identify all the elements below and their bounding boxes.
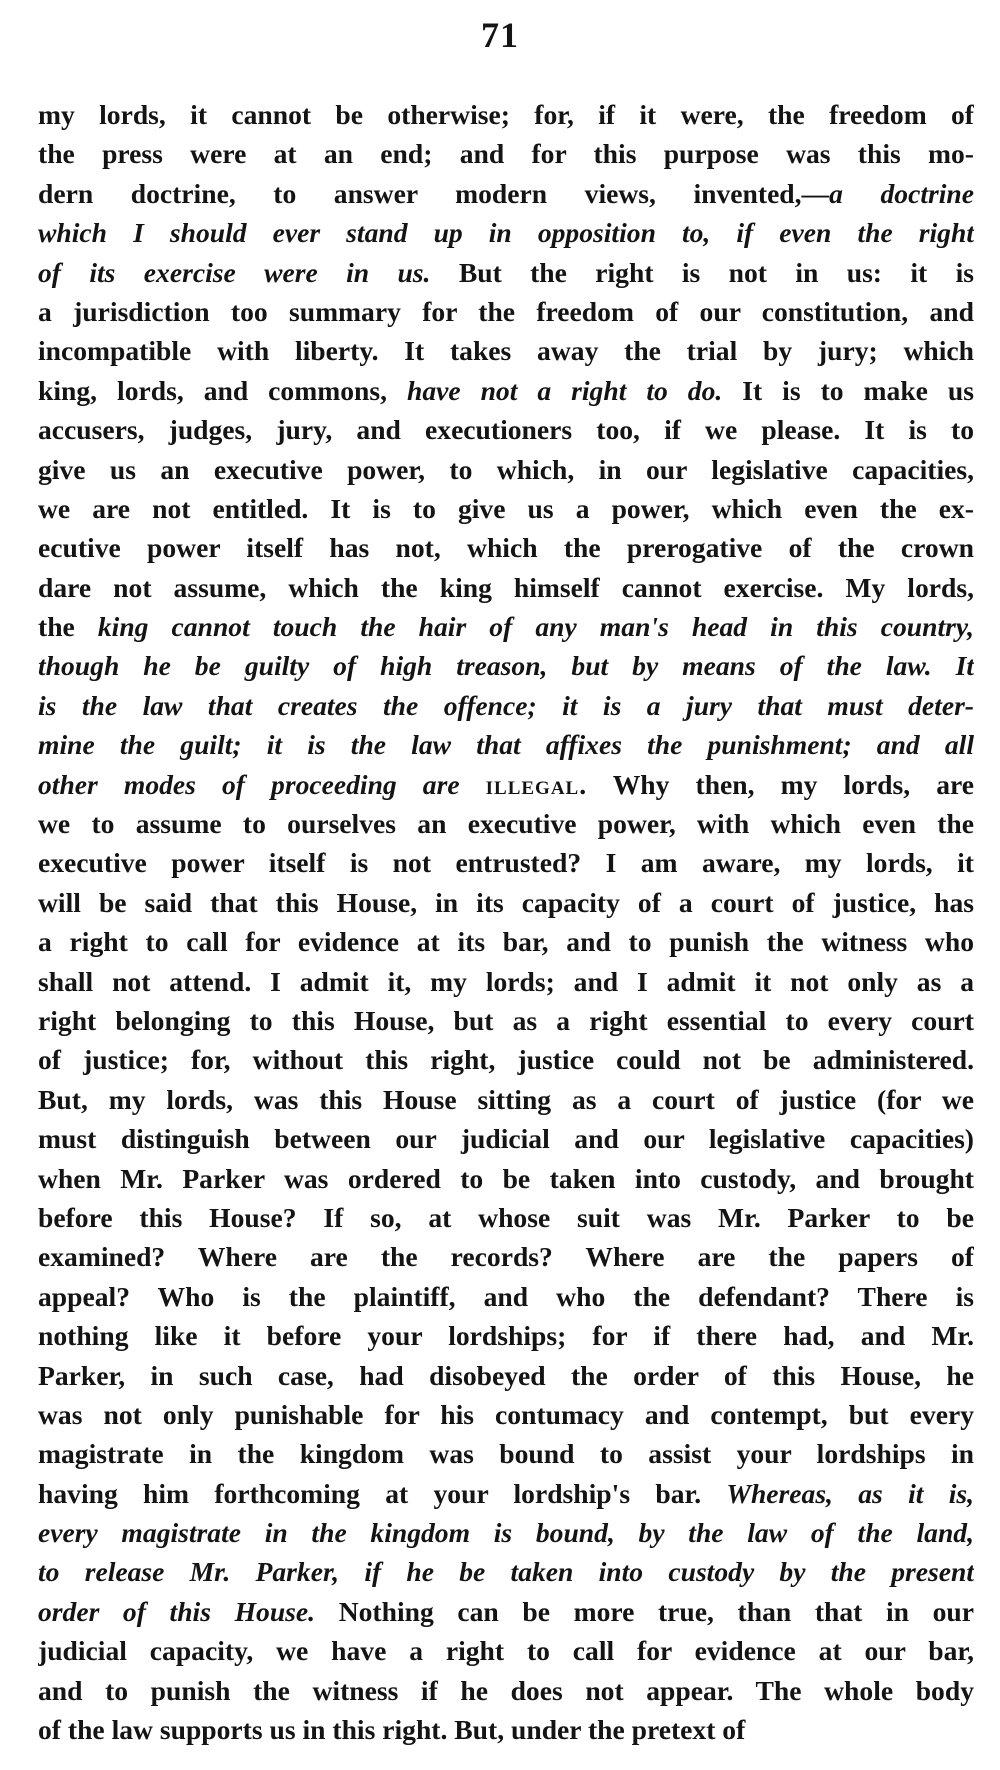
text-line: [38, 1237, 974, 1276]
text-line: [38, 1552, 974, 1591]
text-segment: when Mr. Parker was ordered to be taken into custody, and brought: [38, 1162, 974, 1194]
text-segment: ecutive power itself has not, which the prerogative of the crown: [38, 532, 974, 564]
text-segment: right belonging to this House, but as a right essential to every court: [38, 1004, 974, 1036]
text-line: [38, 1513, 974, 1552]
text-segment: to release Mr. Parker, if he be taken into custody by the present: [38, 1556, 974, 1588]
text-line: [38, 174, 974, 213]
text-segment: But, my lords, was this House sitting as a court of justice (for we: [38, 1083, 974, 1115]
text-line: [38, 1631, 974, 1670]
text-line: [38, 804, 974, 843]
text-line: [38, 1474, 974, 1513]
text-segment: But the right is not in us: it is: [430, 256, 974, 288]
text-segment: is the law that creates the offence; it is a jury that must deter-: [38, 689, 974, 721]
text-segment: magistrate in the kingdom was bound to assist your lordships in: [38, 1438, 974, 1470]
text-line: [38, 1277, 974, 1316]
text-line: [38, 528, 974, 567]
text-line: [38, 686, 974, 725]
text-segment: a right to call for evidence at its bar, and to punish the witness who: [38, 926, 974, 958]
text-line: [38, 253, 974, 292]
text-segment: my lords, it cannot be otherwise; for, if it were, the freedom of: [38, 99, 974, 130]
text-segment: nothing like it before your lordships; for if there had, and Mr.: [38, 1320, 974, 1352]
text-line: [38, 95, 974, 134]
text-segment: order of this House.: [38, 1595, 316, 1627]
text-segment: of justice; for, without this right, justice could not be administered.: [38, 1044, 974, 1076]
text-segment: was not only punishable for his contumacy and contempt, but every: [38, 1398, 974, 1430]
text-segment: Nothing can be more true, than that in our: [315, 1595, 974, 1627]
text-line: [38, 292, 974, 331]
text-segment: give us an executive power, to which, in our legislative capacities,: [38, 453, 974, 485]
text-segment: a doctrine: [829, 177, 974, 209]
text-segment: dern doctrine, to answer modern views, invented,—: [38, 177, 830, 209]
text-line: [38, 1710, 974, 1749]
text-line: [38, 1119, 974, 1158]
text-line: [38, 1395, 974, 1434]
text-line: [38, 410, 974, 449]
text-segment: incompatible with liberty. It takes away the trial by jury; which: [38, 335, 974, 367]
text-segment: mine the guilt; it is the law that affixes the punishment; and all: [38, 729, 974, 761]
text-line: [38, 1316, 974, 1355]
text-line: [38, 725, 974, 764]
text-line: [38, 646, 974, 685]
text-line: [38, 1592, 974, 1631]
text-line: [38, 922, 974, 961]
text-segment: judicial capacity, we have a right to call for evidence at our bar,: [38, 1635, 974, 1667]
text-segment: though he be guilty of high treason, but by means of the law. It: [38, 650, 974, 682]
text-segment: the: [38, 611, 98, 643]
text-segment: having him forthcoming at your lordship's bar.: [38, 1477, 727, 1509]
text-segment: which I should ever stand up in opposition to, if even the right: [38, 217, 974, 249]
text-segment: examined? Where are the records? Where are the papers of: [38, 1241, 974, 1273]
text-line: [38, 331, 974, 370]
text-segment: we are not entitled. It is to give us a power, which even the ex-: [38, 492, 974, 524]
text-line: [38, 1356, 974, 1395]
text-line: [38, 1001, 974, 1040]
text-line: [38, 1040, 974, 1079]
text-segment: executive power itself is not entrusted? I am aware, my lords, it: [38, 847, 974, 879]
text-segment: It is to make us: [722, 374, 974, 406]
text-segment: Whereas, as it is,: [726, 1477, 974, 1509]
text-line: [38, 1671, 974, 1710]
text-line: [38, 134, 974, 173]
text-line: [38, 213, 974, 252]
text-segment: other modes of proceeding are: [38, 768, 486, 800]
text-segment: dare not assume, which the king himself cannot exercise. My lords,: [38, 571, 974, 603]
text-line: [38, 1080, 974, 1119]
text-line: [38, 450, 974, 489]
text-line: [38, 962, 974, 1001]
text-segment: of the law supports us in this right. But, under the pretext of: [38, 1714, 746, 1746]
text-line: [38, 883, 974, 922]
text-line: [38, 843, 974, 882]
text-line: [38, 371, 974, 410]
text-line: [38, 765, 974, 804]
text-segment: must distinguish between our judicial and our legislative capacities): [38, 1123, 974, 1155]
text-segment: appeal? Who is the plaintiff, and who the defendant? There is: [38, 1280, 974, 1312]
text-line: [38, 489, 974, 528]
text-line: [38, 1198, 974, 1237]
body-text: [38, 95, 974, 1749]
text-segment: the press were at an end; and for this purpose was this mo-: [38, 138, 974, 170]
text-segment: king cannot touch the hair of any man's head in this country,: [97, 611, 974, 643]
text-segment: every magistrate in the kingdom is bound, by the law of the land,: [38, 1517, 974, 1549]
text-segment: a jurisdiction too summary for the freedom of our constitution, and: [38, 295, 974, 327]
text-line: [38, 568, 974, 607]
text-segment: of its exercise were in us.: [38, 256, 431, 288]
text-segment: have not a right to do.: [406, 374, 723, 406]
text-segment: before this House? If so, at whose suit was Mr. Parker to be: [38, 1201, 974, 1233]
text-segment: and to punish the witness if he does not appear. The whole body: [38, 1674, 974, 1706]
text-segment: will be said that this House, in its capacity of a court of justice, has: [38, 886, 974, 918]
text-segment: accusers, judges, jury, and executioners too, if we please. It is to: [38, 414, 974, 446]
text-segment: king, lords, and commons,: [38, 374, 407, 406]
text-line: [38, 1159, 974, 1198]
text-line: [38, 607, 974, 646]
text-segment: Why then, my lords, are: [587, 768, 974, 800]
text-segment: Parker, in such case, had disobeyed the order of this House, he: [38, 1359, 974, 1391]
text-segment: shall not attend. I admit it, my lords; and I admit it not only as a: [38, 965, 974, 997]
text-line: [38, 1434, 974, 1473]
text-segment: we to assume to ourselves an executive power, with which even the: [38, 808, 974, 840]
text-segment: illegal.: [485, 768, 588, 800]
page-number: 71: [481, 15, 519, 55]
